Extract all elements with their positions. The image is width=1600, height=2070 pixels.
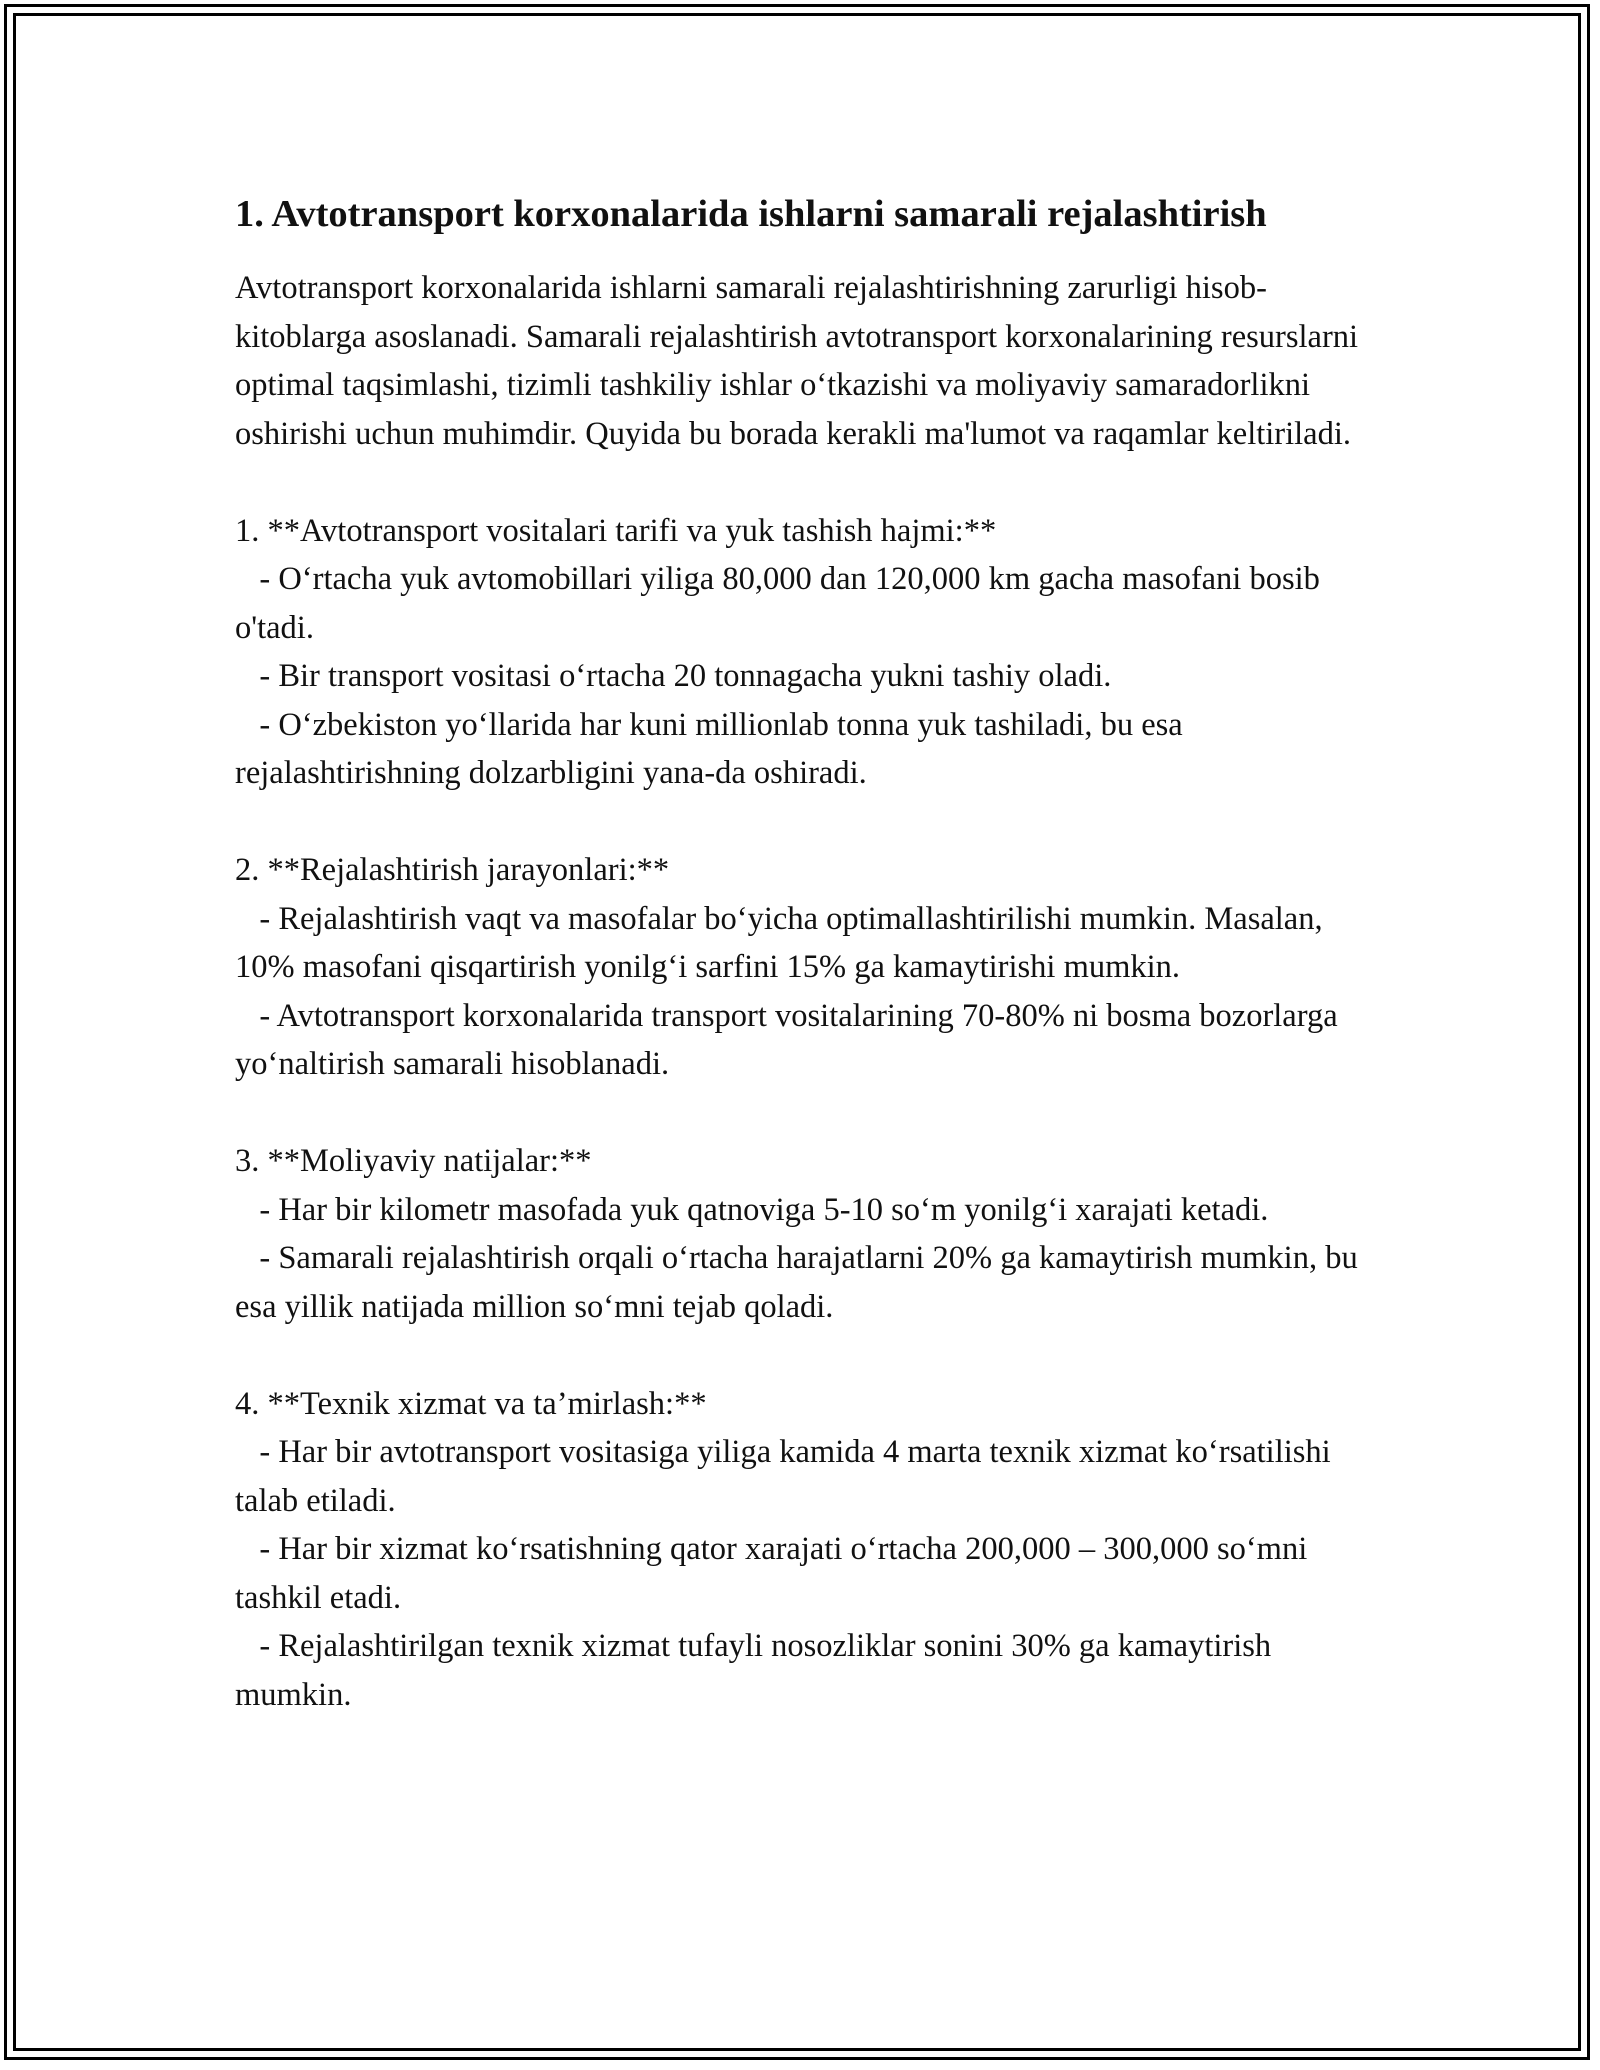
bullet-item: - Har bir xizmat ko‘rsatishning qator xarajati o‘rtacha 200,000 – 300,000 so‘mni tashkil etadi.	[235, 1531, 1308, 1616]
document-body	[235, 186, 1375, 1719]
bullet-item: - Avtotransport korxonalarida transport vositalarining 70-80% ni bosma bozorlarga yo‘naltirish samarali hisoblanadi.	[235, 997, 1338, 1082]
section-1	[235, 507, 1375, 798]
bullet-item: - Bir transport vositasi o‘rtacha 20 tonnagacha yukni tashiy oladi.	[259, 658, 1112, 694]
section-4	[235, 1380, 1375, 1720]
bullet-item: - Har bir kilometr masofada yuk qatnoviga 5-10 so‘m yonilg‘i xarajati ketadi.	[259, 1191, 1269, 1228]
bullet-item: - Rejalashtirish vaqt va masofalar bo‘yicha optimallashtirilishi mumkin. Masalan, 10% masofani qisqartirish yonilg‘i sarfini 15% ga kamaytirishi mumkin.	[235, 900, 1323, 985]
section-heading: 4. **Texnik xizmat va ta’mirlash:**	[235, 1385, 707, 1422]
bullet-item: - Samarali rejalashtirish orqali o‘rtacha harajatlarni 20% ga kamaytirish mumkin, bu esa yillik natijada million so‘mni tejab qoladi.	[235, 1240, 1358, 1325]
bullet-item: - Har bir avtotransport vositasiga yiliga kamida 4 marta texnik xizmat ko‘rsatilishi talab etiladi.	[235, 1434, 1331, 1519]
section-heading: 1. **Avtotransport vositalari tarifi va yuk tashish hajmi:**	[235, 512, 997, 549]
section-2	[235, 846, 1375, 1089]
section-3	[235, 1137, 1375, 1331]
document-title: 1. Avtotransport korxonalarida ishlarni samarali rejalashtirish	[235, 193, 1267, 235]
bullet-item: - Rejalashtirilgan texnik xizmat tufayli nosozliklar sonini 30% ga kamaytirish mumkin.	[235, 1628, 1272, 1713]
section-heading: 3. **Moliyaviy natijalar:**	[235, 1143, 592, 1179]
bullet-item: - O‘zbekiston yo‘llarida har kuni millionlab tonna yuk tashiladi, bu esa rejalashtirishning dolzarbligini yana-da oshiradi.	[235, 706, 1183, 791]
bullet-item: - O‘rtacha yuk avtomobillari yiliga 80,000 dan 120,000 km gacha masofani bosib o'tadi.	[235, 561, 1320, 646]
section-heading: 2. **Rejalashtirish jarayonlari:**	[235, 852, 670, 888]
intro-paragraph: Avtotransport korxonalarida ishlarni samarali rejalashtirishning zarurligi hisob-kitoblarga asoslanadi. Samarali rejalashtirish avtotransport korxonalarining resurslarni optimal taqsimlashi, tizimli tashkiliy ishlar o‘tkazishi va moliyaviy samaradorlikni oshirishi uchun muhimdir. Quyida bu borada kerakli ma'lumot va raqamlar keltiriladi.	[235, 270, 1359, 452]
